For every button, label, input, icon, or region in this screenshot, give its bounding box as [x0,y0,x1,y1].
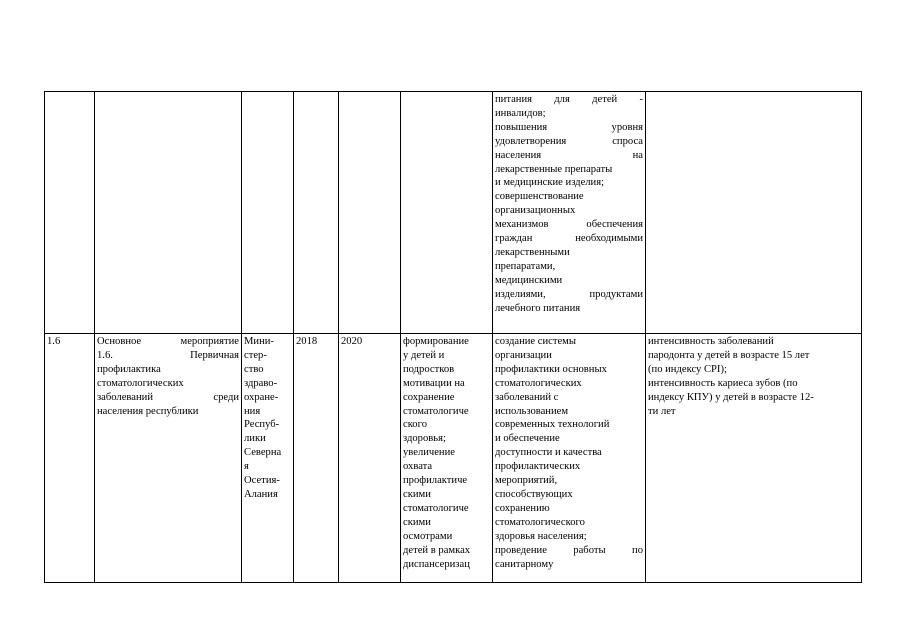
text-line: стоматологического [495,516,585,528]
text-line: пародонта у детей в возрасте 15 лет [648,349,810,361]
text-line: создание системы [495,336,576,347]
text-line: я [244,461,249,473]
text-line: и обеспечение [495,433,560,445]
text-line: формирование [403,336,469,347]
table-row-continuation [45,92,862,334]
cell-start-empty [294,92,339,334]
text-line: 1.6. Первичная [97,349,239,361]
text-line: здоровья населения; [495,530,587,542]
text-line: мероприятий, [495,475,558,487]
text-line: повышения уровня [495,121,643,133]
text-line: заболеваний с [495,391,559,403]
text-line: (по индексу CPI); [648,363,727,375]
text-line: индексу КПУ) у детей в возрасте 12- [648,391,814,403]
text-line: охвата [403,461,433,473]
text-line: лекарственные препараты [495,163,613,175]
text-line: профилактических [495,461,581,473]
text-line: здоровья; [403,433,446,445]
text-line: ство [244,363,264,375]
cell-executor-empty [242,92,294,334]
cell-executor [242,334,294,583]
text-line: совершенствование [495,191,584,203]
text-line: стоматологиче [403,502,469,514]
text-line: механизмов обеспечения [495,219,643,231]
text-line: проведение работы по [495,544,643,556]
text-line: диспансеризац [403,558,470,570]
text-line: подростков [403,363,455,375]
cell-name-empty [95,92,242,334]
text-line: сохранение [403,391,455,403]
table-row-1-6 [45,334,862,583]
text-line: организации [495,349,552,361]
cell-expected-result [401,334,493,583]
text-line: Респуб- [244,419,280,431]
text-line: лечебного питания [495,302,581,314]
text-line: мотивации на [403,377,465,389]
text-line: здраво- [244,377,278,389]
text-line: стер- [244,349,267,361]
text-line: профилактики основных [495,363,607,375]
text-line: сохранению [495,502,550,514]
text-line: населения республики [97,405,199,417]
text-line: современных технологий [495,419,610,431]
text-line: Мини- [244,336,274,347]
cell-start-year: 2018 [294,334,339,583]
text-line: медицинскими [495,274,563,286]
text-line: ния [244,405,261,417]
text-line: скими [403,488,431,500]
cell-result-empty [401,92,493,334]
program-table [44,91,862,583]
cell-num-empty [45,92,95,334]
text-line: скими [403,516,431,528]
cell-activity-continued [493,92,646,334]
text-line: интенсивность кариеса зубов (по [648,377,798,389]
text-line: увеличение [403,447,455,459]
text-line: инвалидов; [495,107,546,119]
text-line: Северна [244,447,282,459]
text-line: заболеваний среди [97,391,239,403]
text-line: охране- [244,391,279,403]
cell-activity [493,334,646,583]
text-line: профилактиче [403,475,468,487]
text-line: ского [403,419,427,431]
cell-indicators [646,334,862,583]
text-line: Основное мероприятие [97,336,239,347]
text-line: лики [244,433,266,445]
cell-indicator-empty [646,92,862,334]
text-line: Осетия- [244,475,280,487]
cell-end-year: 2020 [339,334,401,583]
text-line: у детей и [403,349,445,361]
text-line: питания для детей - [495,94,643,105]
text-line: использованием [495,405,569,417]
cell-end-empty [339,92,401,334]
text-line: стоматологиче [403,405,469,417]
text-line: способствующих [495,488,573,500]
text-line: стоматологических [495,377,582,389]
text-line: и медицинские изделия; [495,177,605,189]
text-line: стоматологических [97,377,184,389]
text-line: детей в рамках [403,544,471,556]
text-line: ти лет [648,405,676,417]
text-line: профилактика [97,363,161,375]
text-line: санитарному [495,558,554,570]
text-line: организационных [495,205,576,217]
text-line: удовлетворения спроса [495,135,643,147]
cell-num: 1.6 [45,334,95,583]
text-line: осмотрами [403,530,453,542]
text-line: населения на [495,149,643,161]
text-line: интенсивность заболеваний [648,336,774,347]
text-line: лекарственными [495,246,570,258]
cell-name [95,334,242,583]
text-line: граждан необходимыми [495,233,643,245]
text-line: препаратами, [495,260,556,272]
text-line: Алания [244,488,278,500]
text-line: доступности и качества [495,447,602,459]
text-line: изделиями, продуктами [495,288,643,300]
